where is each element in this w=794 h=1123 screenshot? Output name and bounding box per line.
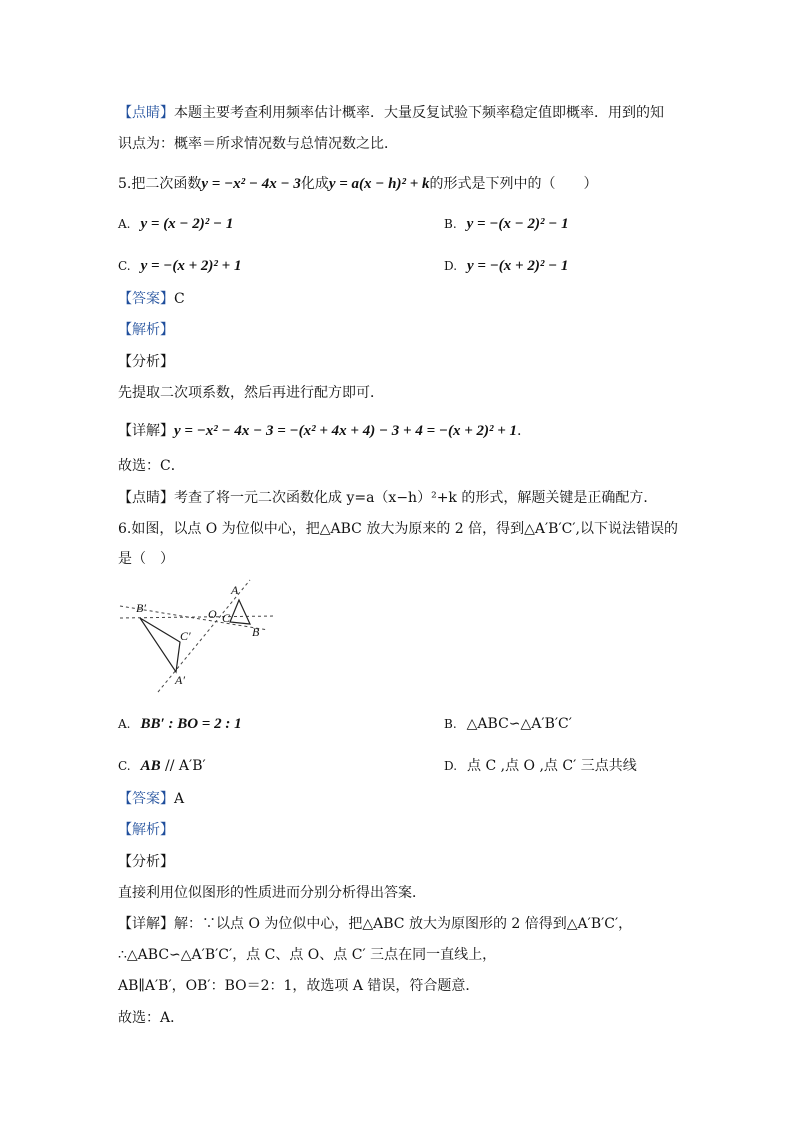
q5-mid: 化成 <box>300 176 329 192</box>
dianjing-text-1: 本题主要考查利用频率估计概率．大量反复试验下频率稳定值即概率．用到的知 <box>174 105 664 121</box>
label-b: B <box>252 625 260 639</box>
q6-fenxi-text: 直接利用位似图形的性质进而分别分析得出答案． <box>118 885 426 901</box>
q6-option-a: A. BB′ : BO = 2 : 1 <box>118 716 242 732</box>
q5-function: y = −x² − 4x − 3 <box>201 176 301 192</box>
q5-option-a: A. y = (x − 2)² − 1 <box>118 216 234 232</box>
q6-detail-3: AB∥A′B′，OB′：BO＝2：1，故选项 A 错误，符合题意． <box>118 978 480 994</box>
q6-guxuan: 故选：A． <box>118 1010 185 1026</box>
dianjing-line-2: 识点为：概率＝所求情况数与总情况数之比． <box>118 136 398 152</box>
label-o: O <box>208 607 217 621</box>
q6-option-c: C. AB // A′B′ <box>118 758 206 774</box>
q6-option-d: D. 点 C ,点 O ,点 C′ 三点共线 <box>444 758 637 774</box>
dianjing-line-1 <box>118 103 664 123</box>
q6-option-b: B. △ABC∽△A′B′C′ <box>444 716 572 732</box>
q6-answer: 【答案】A <box>118 791 185 807</box>
q5-suffix: 的形式是下列中的（ ） <box>429 176 598 192</box>
q6-figure <box>118 574 278 694</box>
q5-fenxi-text: 先提取二次项系数，然后再进行配方即可． <box>118 385 384 401</box>
q5-stem <box>118 174 598 194</box>
q6-jiexi: 【解析】 <box>118 822 174 838</box>
q5-detail-math: y = −x² − 4x − 3 = −(x² + 4x + 4) − 3 + 4 = −(x + 2)² + 1 <box>174 423 518 439</box>
q5-jiexi: 【解析】 <box>118 322 174 338</box>
q6-fenxi: 【分析】 <box>118 854 174 870</box>
q5-option-d: D. y = −(x + 2)² − 1 <box>444 258 569 274</box>
label-c: C <box>222 611 231 625</box>
q5-dianjing: 【点睛】考查了将一元二次函数化成 y=a（x−h）²+k 的形式，解题关键是正确配方． <box>118 490 658 506</box>
q5-prefix: 5.把二次函数 <box>118 176 202 192</box>
q5-answer: 【答案】C <box>118 291 185 307</box>
q5-guxuan: 故选：C． <box>118 458 185 474</box>
q5-option-c: C. y = −(x + 2)² + 1 <box>118 258 242 274</box>
q5-fenxi: 【分析】 <box>118 354 174 370</box>
dianjing-tag: 【点睛】 <box>118 105 174 121</box>
q6-stem-1: 6.如图，以点 O 为位似中心，把△ABC 放大为原来的 2 倍，得到△A′B′C′,以下说法错误的 <box>118 521 678 537</box>
q6-stem-2: 是（ ） <box>118 551 174 567</box>
label-a: A <box>231 583 239 597</box>
q6-detail-2: ∴△ABC∽△A′B′C′，点 C、点 O、点 C′ 三点在同一直线上， <box>118 947 497 963</box>
label-b-prime: B′ <box>136 601 146 615</box>
label-a-prime: A′ <box>175 673 185 687</box>
q5-form: y = a(x − h)² + k <box>328 176 430 192</box>
q5-detail: 【详解】y = −x² − 4x − 3 = −(x² + 4x + 4) − 3 + 4 = −(x + 2)² + 1. <box>118 423 522 439</box>
label-c-prime: C′ <box>180 629 191 643</box>
q5-option-b: B. y = −(x − 2)² − 1 <box>444 216 569 232</box>
q6-detail-1: 【详解】解：∵以点 O 为位似中心，把△ABC 放大为原图形的 2 倍得到△A′B′C′， <box>118 916 633 932</box>
